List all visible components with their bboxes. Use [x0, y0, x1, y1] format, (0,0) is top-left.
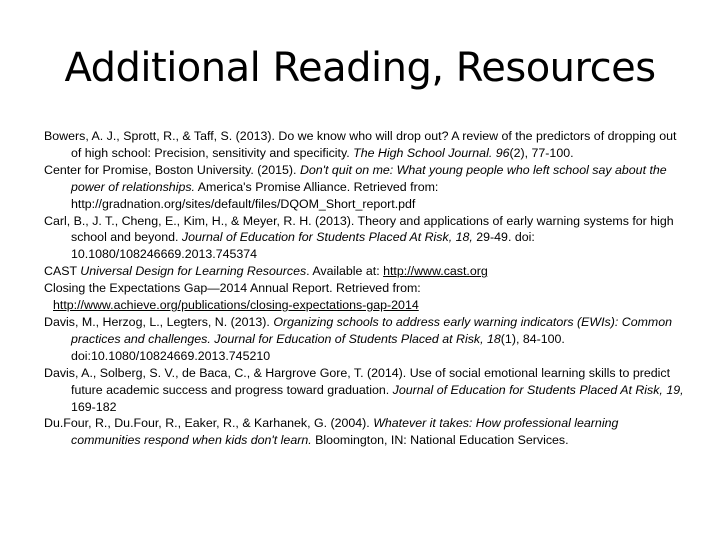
reference-item [44, 280, 684, 314]
ref-text: (1), 84-100. doi:10.1080/10824669.2013.745210 [71, 331, 565, 363]
ref-source: Whatever it takes: How professional learning communities respond when kids don't learn. [71, 416, 619, 448]
ref-text: Bloomington, IN: National Education Services. [311, 433, 569, 448]
achieve-link[interactable]: http://www.achieve.org/publications/closing-expectations-gap-2014 [53, 298, 419, 313]
ref-text: Davis, M., Herzog, L., Legters, N. (2013). [44, 314, 274, 329]
reference-list [44, 128, 684, 449]
ref-source: The High School Journal. 96 [353, 145, 510, 160]
ref-text: Carl, B., J. T., Cheng, E., Kim, H., & Meyer, R. H. (2013). Theory and applications of early warning systems for high school and beyond. [44, 213, 674, 245]
slide-title: Additional Reading, Resources [64, 45, 656, 91]
ref-text: . Available at: [306, 264, 384, 279]
ref-text: Du.Four, R., Du.Four, R., Eaker, R., & Karhanek, G. (2004). [44, 416, 374, 431]
ref-text: 29-49. doi: 10.1080/108246669.2013.745374 [71, 230, 535, 262]
ref-text: 169-182 [71, 399, 117, 414]
ref-source: Journal of Education for Students Placed At Risk, 19, [392, 382, 684, 397]
ref-text: Davis, A., Solberg, S. V., de Baca, C., & Hargrove Gore, T. (2014). Use of social emotional learning skills to predict future academic success and progress toward graduation. [44, 365, 671, 397]
reference-item [44, 162, 684, 213]
reference-item [44, 213, 684, 264]
ref-text: Bowers, A. J., Sprott, R., & Taff, S. (2013). Do we know who will drop out? A review of the predictors of dropping out of high school: Precision, sensitivity and specificity. [44, 129, 677, 160]
ref-text: CAST [44, 264, 81, 279]
ref-source: Don't quit on me: What young people who left school say about the power of relationships. [71, 162, 667, 194]
cast-link[interactable]: http://www.cast.org [383, 264, 488, 279]
reference-item [44, 314, 684, 365]
ref-text: America's Promise Alliance. Retrieved from: http://gradnation.org/sites/default/files/DQOM_Short_report.pdf [71, 179, 439, 211]
ref-text: Closing the Expectations Gap—2014 Annual Report. Retrieved from: [44, 281, 421, 296]
reference-item [44, 415, 684, 449]
ref-text: Center for Promise, Boston University. (2015). [44, 162, 300, 177]
reference-item [44, 263, 684, 280]
ref-text: (2), 77-100. [509, 145, 574, 160]
ref-source: Organizing schools to address early warning indicators (EWIs): Common practices and challenges. Journal for Education of Students Placed at Risk, 18 [71, 314, 673, 346]
reference-item [44, 365, 684, 416]
reference-item [44, 128, 684, 162]
ref-source: Universal Design for Learning Resources [80, 264, 307, 279]
ref-source: Journal of Education for Students Placed At Risk, 18, [181, 230, 473, 245]
